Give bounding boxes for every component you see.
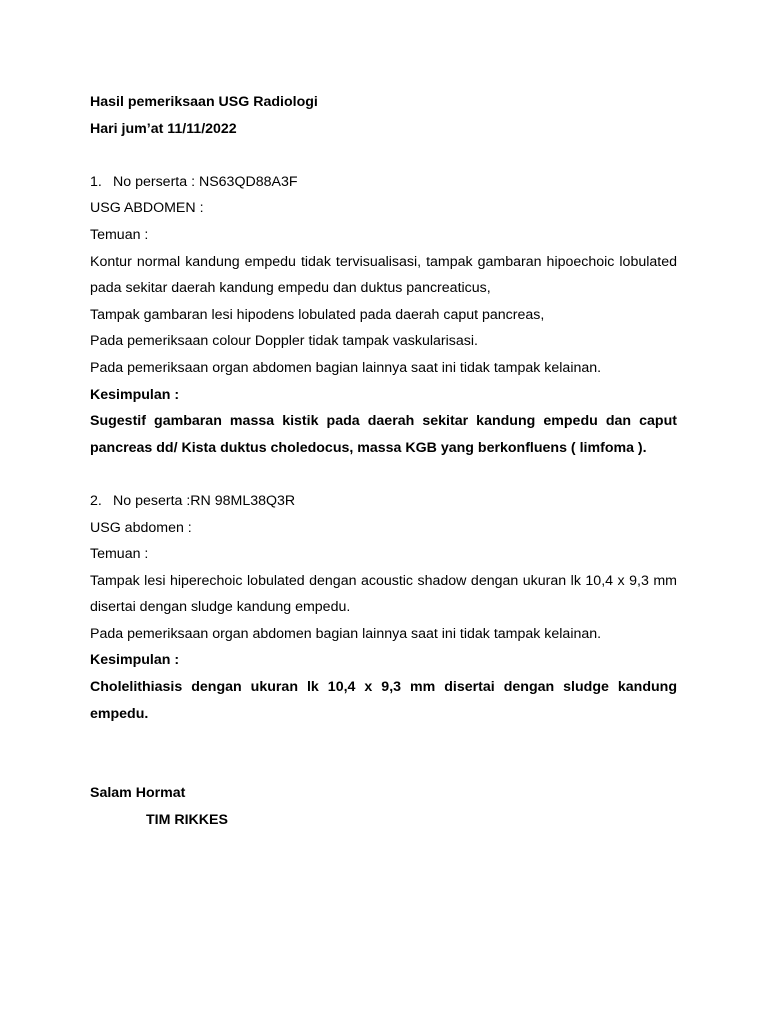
report-2-conclusion: Cholelithiasis dengan ukuran lk 10,4 x 9,3 mm disertai dengan sludge kandung empedu. xyxy=(90,679,677,722)
report-1-finding-1: Kontur normal kandung empedu tidak tervisualisasi, tampak gambaran hipoechoic lobulated pada sekitar daerah kandung empedu dan duktus pancreaticus, xyxy=(90,253,677,297)
document-date: Hari jum’at 11/11/2022 xyxy=(90,120,237,137)
report-2-conclusion-label: Kesimpulan : xyxy=(90,652,180,669)
document-title: Hasil pemeriksaan USG Radiologi xyxy=(90,94,318,110)
report-2-findings-label: Temuan : xyxy=(90,546,149,563)
report-1 xyxy=(90,169,677,462)
report-1-conclusion-label: Kesimpulan : xyxy=(90,386,180,403)
closing-team: TIM RIKKES xyxy=(146,812,228,829)
report-2-participant-line xyxy=(90,488,677,515)
report-2 xyxy=(90,488,677,727)
closing-greeting: Salam Hormat xyxy=(90,785,186,802)
report-1-participant: No perserta : NS63QD88A3F xyxy=(113,173,298,190)
document-body xyxy=(90,89,677,834)
report-2-finding-2: Pada pemeriksaan organ abdomen bagian lainnya saat ini tidak tampak kelainan. xyxy=(90,625,602,642)
spacer xyxy=(90,142,677,169)
report-1-finding-2: Tampak gambaran lesi hipodens lobulated pada daerah caput pancreas, xyxy=(90,306,545,323)
report-1-findings-label: Temuan : xyxy=(90,226,149,243)
report-1-conclusion: Sugestif gambaran massa kistik pada daerah sekitar kandung empedu dan caput pancreas dd/ Kista duktus choledocus, massa KGB yang berkonfluens ( limfoma ). xyxy=(90,413,677,456)
spacer xyxy=(90,461,677,488)
report-2-exam: USG abdomen : xyxy=(90,519,192,536)
spacer xyxy=(90,754,677,781)
report-1-finding-4: Pada pemeriksaan organ abdomen bagian lainnya saat ini tidak tampak kelainan. xyxy=(90,359,602,376)
report-1-finding-3: Pada pemeriksaan colour Doppler tidak tampak vaskularisasi. xyxy=(90,333,478,350)
report-1-number: 1. xyxy=(90,173,102,190)
report-1-participant-line xyxy=(90,169,677,196)
report-2-participant: No peserta :RN 98ML38Q3R xyxy=(113,492,296,509)
report-2-finding-1: Tampak lesi hiperechoic lobulated dengan acoustic shadow dengan ukuran lk 10,4 x 9,3 mm disertai dengan sludge kandung empedu. xyxy=(90,572,677,616)
report-2-number: 2. xyxy=(90,492,102,509)
report-1-exam: USG ABDOMEN : xyxy=(90,200,204,217)
spacer xyxy=(90,727,677,754)
